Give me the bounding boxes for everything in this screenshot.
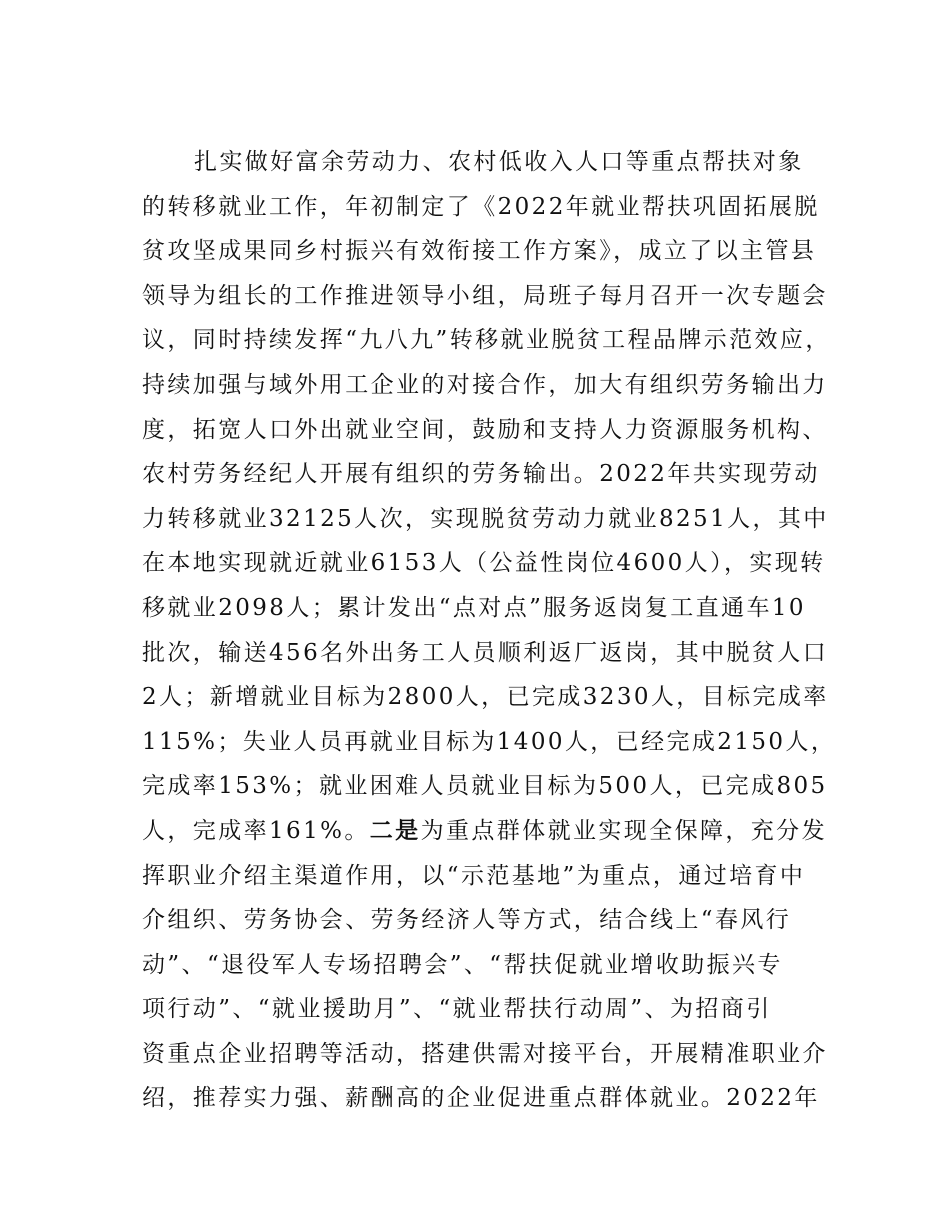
text-line-2: 的转移就业工作，年初制定了《2022年就业帮扶巩固拓展脱 bbox=[142, 193, 820, 220]
text-line-8: 农村劳务经纪人开展有组织的劳务输出。2022年共实现劳动 bbox=[142, 461, 820, 488]
text-line-19: 动”、“退役军人专场招聘会”、“帮扶促就业增收助振兴专 bbox=[142, 951, 783, 978]
text-line-17: 挥职业介绍主渠道作用，以“示范基地”为重点，通过培育中 bbox=[142, 862, 806, 889]
text-line-3: 贫攻坚成果同乡村振兴有效衔接工作方案》，成立了以主管县 bbox=[142, 238, 817, 265]
text-line-22: 绍，推荐实力强、薪酬高的企业促进重点群体就业。2022年 bbox=[142, 1085, 820, 1112]
text-line-7: 度，拓宽人口外出就业空间，鼓励和支持人力资源服务机构、 bbox=[142, 416, 828, 443]
text-line-14: 115%；失业人员再就业目标为1400人，已经完成2150人， bbox=[142, 728, 837, 755]
text-line-16-post: 为重点群体就业实现全保障，充分发 bbox=[420, 817, 827, 844]
text-line-1: 扎实做好富余劳动力、农村低收入人口等重点帮扶对象 bbox=[194, 149, 804, 175]
text-line-21: 资重点企业招聘等活动，搭建供需对接平台，开展精准职业介 bbox=[142, 1040, 828, 1067]
text-line-6: 持续加强与域外用工企业的对接合作，加大有组织劳务输出力 bbox=[142, 371, 828, 398]
text-line-18: 介组织、劳务协会、劳务经济人等方式，结合线上“春风行 bbox=[142, 907, 792, 934]
text-line-13: 2人；新增就业目标为2800人，已完成3230人，目标完成率 bbox=[142, 684, 829, 711]
text-line-15: 完成率153%；就业困难人员就业目标为500人，已完成805 bbox=[142, 773, 828, 800]
text-line-16 bbox=[142, 809, 832, 854]
text-line-16-pre: 人，完成率161%。 bbox=[142, 817, 370, 844]
body-paragraph bbox=[142, 140, 837, 1121]
text-line-5: 议，同时持续发挥“九八九”转移就业脱贫工程品牌示范效应， bbox=[142, 327, 831, 354]
text-line-9: 力转移就业32125人次，实现脱贫劳动力就业8251人，其中 bbox=[142, 505, 829, 532]
text-line-20: 项行动”、“就业援助月”、“就业帮扶行动周”、为招商引 bbox=[142, 996, 772, 1023]
text-line-11: 移就业2098人；累计发出“点对点”服务返岗复工直通车10 bbox=[142, 594, 806, 621]
text-line-12: 批次，输送456名外出务工人员顺利返厂返岗，其中脱贫人口 bbox=[142, 639, 829, 666]
text-line-4: 领导为组长的工作推进领导小组，局班子每月召开一次专题会 bbox=[142, 282, 828, 309]
emphasis-second-point: 二是 bbox=[369, 816, 421, 844]
text-line-10: 在本地实现就近就业6153人（公益性岗位4600人），实现转 bbox=[142, 550, 826, 577]
